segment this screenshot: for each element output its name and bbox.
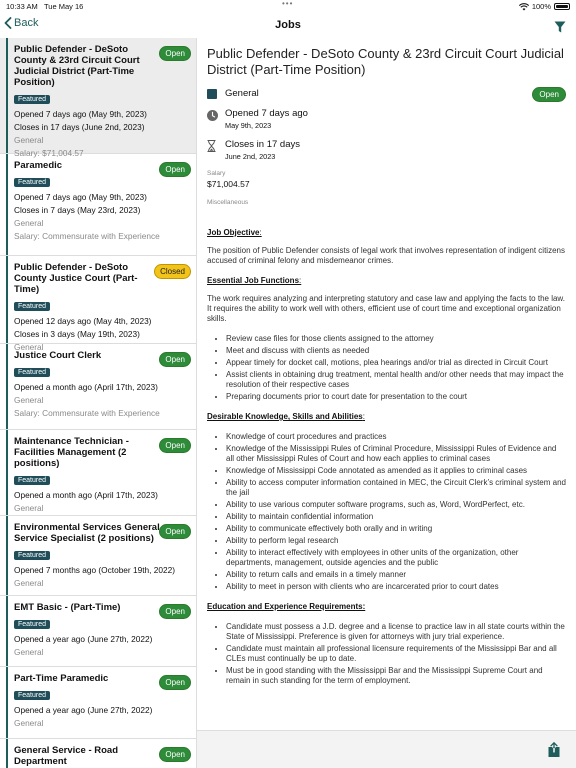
filter-icon — [554, 21, 566, 33]
featured-badge: Featured — [14, 95, 50, 104]
job-list-item[interactable] — [0, 344, 196, 430]
knowledge-heading: Desirable Knowledge, Skills and Abilities: — [207, 412, 365, 421]
list-item: • Ability to interact effectively with employees in other units of the organization, other departments, management, outside agencies and the public — [226, 548, 566, 568]
functions-heading: Essential Job Functions: — [207, 276, 302, 285]
job-list-item[interactable] — [0, 516, 196, 596]
detail-closes-date: June 2nd, 2023 — [225, 152, 276, 161]
opened-date: Opened a month ago (April 17th, 2023) — [14, 490, 158, 500]
status-time: 10:33 AM Tue May 16 — [6, 2, 84, 11]
misc-label: Miscellaneous — [207, 199, 249, 206]
functions-list — [226, 334, 566, 402]
list-item: • Ability to maintain confidential information — [226, 512, 566, 522]
job-category: General — [14, 395, 44, 405]
battery-percent: 100% — [531, 2, 551, 11]
status-right — [519, 2, 570, 11]
job-title: EMT Basic - (Part-Time) — [14, 602, 121, 613]
job-list-item[interactable] — [0, 256, 196, 352]
salary-label: Salary — [207, 170, 226, 177]
list-item: • Meet and discuss with clients as needed — [226, 346, 566, 356]
status-pill: Open — [159, 438, 191, 453]
job-title: Public Defender - DeSoto County Justice Court (Part-Time) — [14, 262, 138, 295]
education-heading: Education and Experience Requirements: — [207, 602, 366, 611]
education-list — [226, 622, 566, 686]
objective-text: The position of Public Defender consists of legal work that involves representation of indigent citizens accused of criminal felony and misdemeanor crimes. — [207, 246, 565, 265]
featured-badge: Featured — [14, 178, 50, 187]
list-item: • Review case files for those clients assigned to the attorney — [226, 334, 566, 344]
closes-date: Closes in 7 days (May 23rd, 2023) — [14, 205, 141, 215]
knowledge-list — [226, 432, 566, 592]
job-title: Part-Time Paramedic — [14, 673, 109, 684]
opened-date: Opened a year ago (June 27th, 2022) — [14, 705, 153, 715]
opened-date: Opened 7 months ago (October 19th, 2022) — [14, 565, 175, 575]
featured-badge: Featured — [14, 620, 50, 629]
job-list-item[interactable] — [0, 596, 196, 667]
status-pill: Open — [159, 46, 191, 61]
featured-badge: Featured — [14, 302, 50, 311]
list-item: • Assist clients in obtaining drug treatment, mental health and/or other needs that may impact the resolution of their respective cases — [226, 370, 566, 390]
featured-badge: Featured — [14, 551, 50, 560]
closes-date: Closes in 17 days (June 2nd, 2023) — [14, 122, 145, 132]
job-salary: Salary: Commensurate with Experience — [14, 408, 160, 418]
status-pill: Open — [159, 604, 191, 619]
filter-button[interactable] — [554, 20, 566, 38]
list-item: • Knowledge of the Mississippi Rules of Criminal Procedure, Mississippi Rules of Evidence and all other Mississippi Rules of Court and how each applies to criminal cases — [226, 444, 566, 464]
status-pill: Closed — [154, 264, 191, 279]
job-title: Environmental Services General Service Specialist (2 positions) — [14, 522, 160, 544]
job-category: General — [14, 647, 44, 657]
status-pill: Open — [159, 747, 191, 762]
back-label: Back — [14, 17, 39, 29]
job-category: General — [14, 218, 44, 228]
share-button[interactable] — [548, 742, 560, 762]
job-category: General — [14, 578, 44, 588]
hourglass-icon — [207, 140, 216, 152]
featured-badge: Featured — [14, 691, 50, 700]
list-item: • Ability to perform legal research — [226, 536, 566, 546]
status-pill: Open — [159, 524, 191, 539]
category-row — [207, 88, 566, 99]
share-icon — [548, 742, 560, 757]
job-detail[interactable] — [197, 38, 576, 730]
battery-icon — [554, 3, 570, 10]
status-pill: Open — [159, 162, 191, 177]
job-list-item[interactable] — [0, 38, 196, 158]
job-list-item[interactable] — [0, 667, 196, 739]
objective-heading: Job Objective: — [207, 228, 262, 237]
opened-date: Opened a year ago (June 27th, 2022) — [14, 634, 153, 644]
opened-row — [207, 108, 566, 130]
list-item: • Ability to use various computer software programs, such as, Word, WordPerfect, etc. — [226, 500, 566, 510]
category-square-icon — [207, 89, 217, 99]
job-category: General — [14, 135, 44, 145]
detail-closes: Closes in 17 days — [225, 139, 300, 150]
job-list-item[interactable] — [0, 430, 196, 516]
opened-date: Opened 7 days ago (May 9th, 2023) — [14, 192, 147, 202]
closes-date: Closes in 3 days (May 19th, 2023) — [14, 329, 140, 339]
opened-date: Opened 7 days ago (May 9th, 2023) — [14, 109, 147, 119]
navigation-bar — [0, 12, 576, 38]
job-title: Justice Court Clerk — [14, 350, 102, 361]
job-list[interactable] — [0, 38, 197, 768]
salary-value: $71,004.57 — [207, 179, 250, 189]
job-salary: Salary: $71,004.57 — [14, 148, 84, 158]
list-item: • Knowledge of court procedures and practices — [226, 432, 566, 442]
multitasking-dots[interactable]: ••• — [282, 0, 294, 8]
detail-opened: Opened 7 days ago — [225, 108, 308, 119]
closes-row — [207, 139, 566, 161]
list-item: • Ability to access computer information contained in MEC, the Circuit Clerk’s criminal system and the jail — [226, 478, 566, 498]
list-item: • Knowledge of Mississippi Code annotated as amended as it applies to criminal cases — [226, 466, 566, 476]
list-item: • Must be in good standing with the Mississippi Bar and the Mississippi Supreme Court and remain in such standing for the term of employment. — [226, 666, 566, 686]
job-title: Public Defender - DeSoto County & 23rd Circuit Court Judicial District (Part-Time Position) — [14, 44, 140, 88]
detail-opened-date: May 9th, 2023 — [225, 121, 272, 130]
page-title: Jobs — [275, 19, 301, 31]
job-title: Maintenance Technician - Facilities Management (2 positions) — [14, 436, 129, 469]
clock-icon — [207, 110, 218, 121]
detail-title: Public Defender - DeSoto County & 23rd Circuit Court Judicial District (Part-Time Position) — [207, 46, 564, 77]
job-title: General Service - Road Department — [14, 745, 119, 767]
job-category: General — [14, 718, 44, 728]
list-item: • Ability to communicate effectively both orally and in writing — [226, 524, 566, 534]
job-list-item[interactable] — [0, 154, 196, 256]
job-title: Paramedic — [14, 160, 63, 171]
job-list-item[interactable] — [0, 739, 196, 768]
detail-status-pill: Open — [532, 87, 566, 102]
job-description — [207, 228, 566, 686]
job-salary: Salary: Commensurate with Experience — [14, 231, 160, 241]
wifi-icon — [519, 3, 529, 11]
list-item: • Ability to return calls and emails in a timely manner — [226, 570, 566, 580]
job-category: General — [14, 503, 44, 513]
status-pill: Open — [159, 352, 191, 367]
status-bar — [0, 0, 576, 12]
detail-category: General — [225, 88, 259, 99]
list-item: • Preparing documents prior to court date for presentation to the court — [226, 392, 566, 402]
list-item: • Candidate must possess a J.D. degree and a license to practice law in all state courts within the State of Mississippi. Preference is given for attorneys with jury trial experience. — [226, 622, 566, 642]
opened-date: Opened a month ago (April 17th, 2023) — [14, 382, 158, 392]
opened-date: Opened 12 days ago (May 4th, 2023) — [14, 316, 152, 326]
job-category: General — [14, 342, 44, 352]
status-pill: Open — [159, 675, 191, 690]
bottom-toolbar — [197, 730, 576, 768]
featured-badge: Featured — [14, 476, 50, 485]
featured-badge: Featured — [14, 368, 50, 377]
list-item: • Appear timely for docket call, motions, plea hearings and/or trial as directed in Circuit Court — [226, 358, 566, 368]
functions-text: The work requires analyzing and interpreting statutory and case law and applying the facts to the law. It requires the ability to work well with others, efficient use of court time and exceptional organization skills. — [207, 294, 565, 323]
list-item: • Candidate must maintain all professional licensure requirements of the Mississippi Bar and all CLEs must continually be up to date. — [226, 644, 566, 664]
list-item: • Ability to meet in person with clients who are incarcerated prior to court dates — [226, 582, 566, 592]
